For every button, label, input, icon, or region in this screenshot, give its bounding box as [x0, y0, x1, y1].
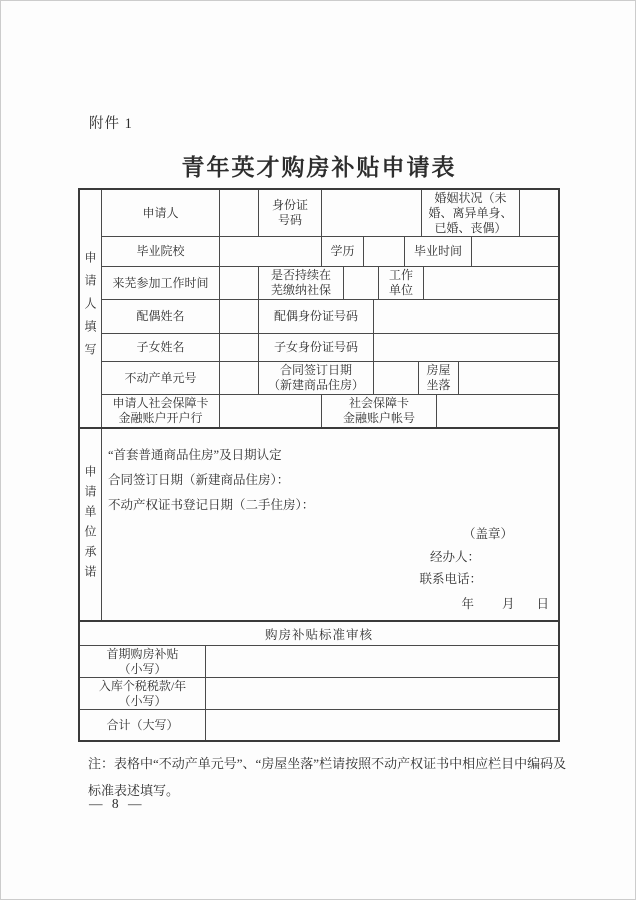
- footnote-line-1: 注：表格中“不动产单元号”、“房屋坐落”栏请按照不动产权证书中相应栏目中编码及: [88, 756, 567, 771]
- day-label: 日: [536, 597, 549, 611]
- degree-field[interactable]: [364, 237, 405, 266]
- degree-label: 学历: [322, 237, 364, 266]
- row-applicant: [102, 190, 558, 237]
- seal-label: （盖章）: [462, 527, 513, 541]
- work-start-field[interactable]: [220, 267, 259, 299]
- pledge-line-3: 不动产权证书登记日期（二手住房）：: [108, 498, 315, 512]
- house-location-label: 房屋 坐落: [419, 362, 459, 394]
- school-field[interactable]: [220, 237, 322, 266]
- applicant-section-side-label-cell: [80, 190, 102, 427]
- row-total: [80, 709, 558, 740]
- house-location-field[interactable]: [459, 362, 558, 394]
- total-label: 合计（大写）: [80, 710, 206, 740]
- spouse-id-label: 配偶身份证号码: [259, 300, 374, 333]
- spouse-name-label: 配偶姓名: [102, 300, 220, 333]
- account-number-label: 社会保障卡 金融账户帐号: [322, 395, 437, 427]
- graduation-time-field[interactable]: [472, 237, 558, 266]
- attachment-label: 附件 1: [89, 116, 133, 132]
- applicant-name-field[interactable]: [220, 190, 259, 236]
- marital-status-label: 婚姻状况（未婚、离异单身、已婚、丧偶）: [422, 190, 520, 236]
- row-first-subsidy: [80, 645, 558, 677]
- pledge-line-2: 合同签订日期（新建商品住房）：: [108, 473, 290, 487]
- applicant-section: [80, 190, 558, 427]
- employer-pledge-section: [80, 427, 558, 620]
- employer-side-label: 申请单位承诺: [83, 464, 97, 585]
- row-tax: [80, 677, 558, 709]
- estate-unit-field[interactable]: [220, 362, 259, 394]
- application-form-table: [78, 188, 560, 742]
- marital-status-field[interactable]: [520, 190, 558, 236]
- contract-date-label: 合同签订日期 （新建商品住房）: [259, 362, 374, 394]
- work-unit-field[interactable]: [424, 267, 558, 299]
- children-id-field[interactable]: [374, 334, 558, 361]
- children-id-label: 子女身份证号码: [259, 334, 374, 361]
- row-spouse: [102, 300, 558, 334]
- bank-field[interactable]: [220, 395, 322, 427]
- social-insurance-field[interactable]: [344, 267, 379, 299]
- contract-date-field[interactable]: [374, 362, 419, 394]
- account-number-field[interactable]: [437, 395, 558, 427]
- pledge-line-1: “首套普通商品住房”及日期认定: [108, 448, 282, 462]
- total-field[interactable]: [206, 710, 558, 740]
- applicant-name-label: 申请人: [102, 190, 220, 236]
- id-number-label: 身份证 号码: [259, 190, 322, 236]
- row-bank: [102, 395, 558, 427]
- school-label: 毕业院校: [102, 237, 220, 266]
- spouse-name-field[interactable]: [220, 300, 259, 333]
- spouse-id-field[interactable]: [374, 300, 558, 333]
- estate-unit-label: 不动产单元号: [102, 362, 220, 394]
- tax-label: 入库个税税款/年 （小写）: [80, 678, 206, 709]
- row-estate: [102, 362, 558, 395]
- month-label: 月: [501, 597, 515, 611]
- work-start-label: 来芜参加工作时间: [102, 267, 220, 299]
- page-number: — 8 —: [89, 796, 145, 811]
- first-subsidy-field[interactable]: [206, 646, 558, 677]
- year-label: 年: [461, 597, 474, 611]
- footnote: [88, 750, 574, 804]
- graduation-time-label: 毕业时间: [405, 237, 472, 266]
- work-unit-label: 工作 单位: [379, 267, 424, 299]
- review-section-header: 购房补贴标准审核: [80, 620, 558, 645]
- first-subsidy-label: 首期购房补贴 （小写）: [80, 646, 206, 677]
- date-line: [461, 594, 549, 612]
- children-name-field[interactable]: [220, 334, 259, 361]
- children-name-label: 子女姓名: [102, 334, 220, 361]
- employer-section-side-label-cell: [80, 429, 102, 620]
- row-education: [102, 237, 558, 267]
- tax-field[interactable]: [206, 678, 558, 709]
- footnote-line-2: 标准表述填写。: [88, 783, 180, 798]
- row-work: [102, 267, 558, 300]
- social-insurance-label: 是否持续在 芜缴纳社保: [259, 267, 344, 299]
- bank-label: 申请人社会保障卡 金融账户开户行: [102, 395, 220, 427]
- employer-pledge-content: [102, 429, 558, 620]
- applicant-side-label: 申请人填写: [83, 251, 97, 366]
- row-children: [102, 334, 558, 362]
- page-title: 青年英才购房补贴申请表: [181, 155, 457, 180]
- handler-label: 经办人：: [429, 550, 480, 564]
- contact-phone-label: 联系电话：: [419, 572, 482, 586]
- id-number-field[interactable]: [322, 190, 422, 236]
